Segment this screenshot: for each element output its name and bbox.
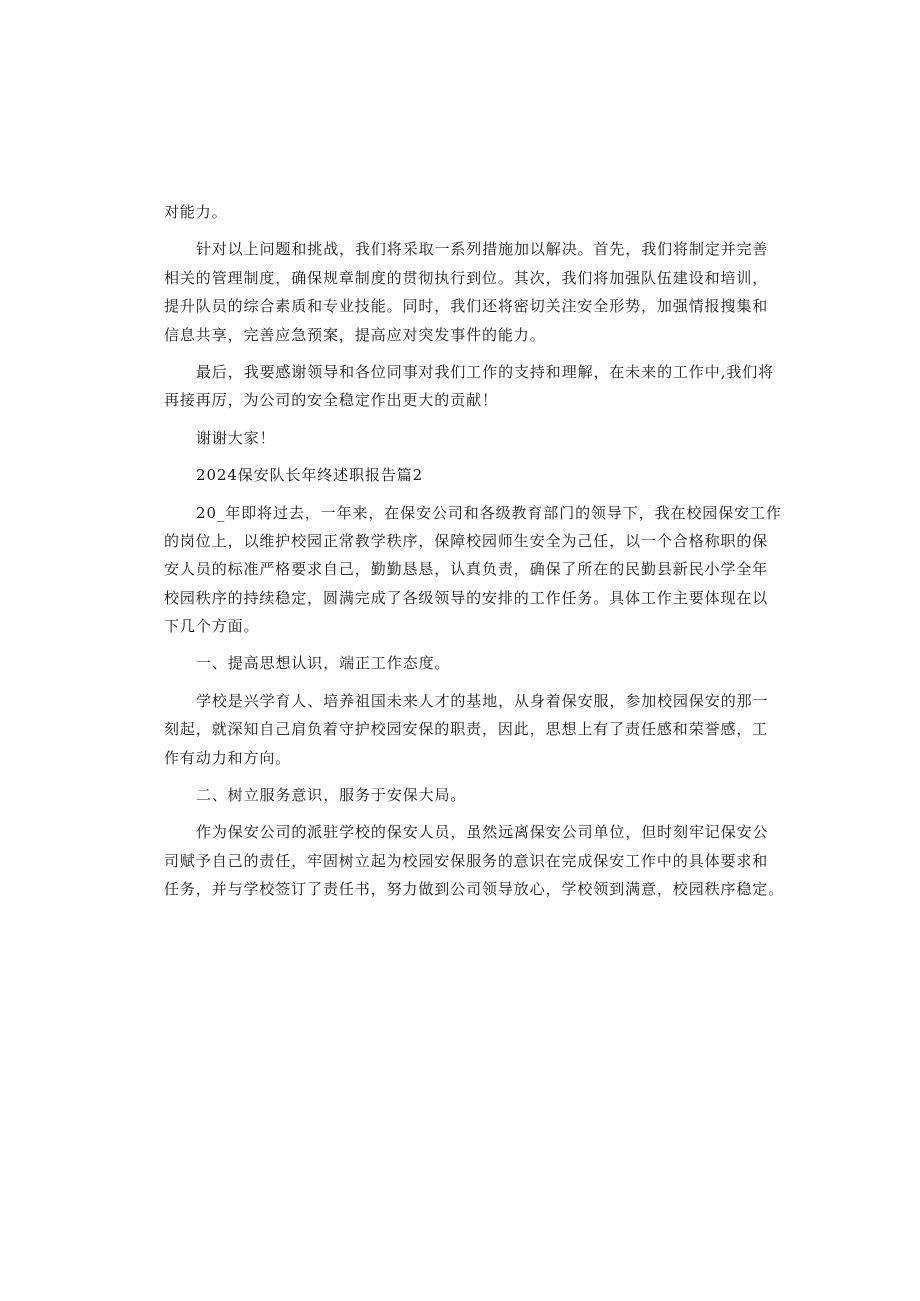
text-line: 针对以上问题和挑战，我们将采取一系列措施加以解决。首先，我们将制定并完善: [196, 240, 769, 259]
section-heading: 2024保安队长年终述职报告篇2: [196, 466, 424, 485]
text-line: 相关的管理制度，确保规章制度的贯彻执行到位。其次，我们将加强队伍建设和培训，: [164, 268, 769, 287]
text-line: 安人员的标准严格要求自己，勤勤恳恳，认真负责，确保了所在的民勤县新民小学全年: [164, 560, 769, 579]
text-line: 再接再厉，为公司的安全稳定作出更大的贡献！: [164, 391, 498, 410]
text-line: 作有动力和方向。: [164, 748, 292, 767]
subsection-heading: 二、树立服务意识，服务于安保大局。: [196, 786, 467, 805]
text-line: 作为保安公司的派驻学校的保安人员，虽然远离保安公司单位，但时刻牢记保安公: [196, 823, 769, 842]
text-line: 最后，我要感谢领导和各位同事对我们工作的支持和理解，在未来的工作中,我们将: [196, 362, 775, 381]
text-line: 提升队员的综合素质和专业技能。同时，我们还将密切关注安全形势，加强情报搜集和: [164, 297, 769, 316]
text-line: 的岗位上，以维护校园正常教学秩序，保障校园师生安全为己任，以一个合格称职的保: [164, 531, 769, 550]
text-line: 学校是兴学育人、培养祖国未来人才的基地，从身着保安服，参加校园保安的那一: [196, 691, 769, 710]
text-line: 信息共享，完善应急预案，提高应对突发事件的能力。: [164, 325, 546, 344]
text-line: 下几个方面。: [164, 617, 260, 636]
subsection-heading: 一、提高思想认识，端正工作态度。: [196, 654, 451, 673]
text-line: 刻起，就深知自己肩负着守护校园安保的职责，因此，思想上有了责任感和荣誉感，工: [164, 720, 769, 739]
document-body: [164, 198, 785, 904]
text-line: 任务，并与学校签订了责任书，努力做到公司领导放心，学校领到满意，校园秩序稳定。: [164, 880, 785, 899]
text-line: 20_年即将过去，一年来，在保安公司和各级教育部门的领导下，我在校园保安工作: [196, 503, 782, 522]
text-line: 校园秩序的持续稳定，圆满完成了各级领导的安排的工作任务。具体工作主要体现在以: [164, 588, 769, 607]
text-line: 谢谢大家！: [196, 428, 276, 447]
text-line: 对能力。: [164, 203, 228, 221]
text-line: 司赋予自己的责任，牢固树立起为校园安保服务的意识在完成保安工作中的具体要求和: [164, 851, 769, 870]
